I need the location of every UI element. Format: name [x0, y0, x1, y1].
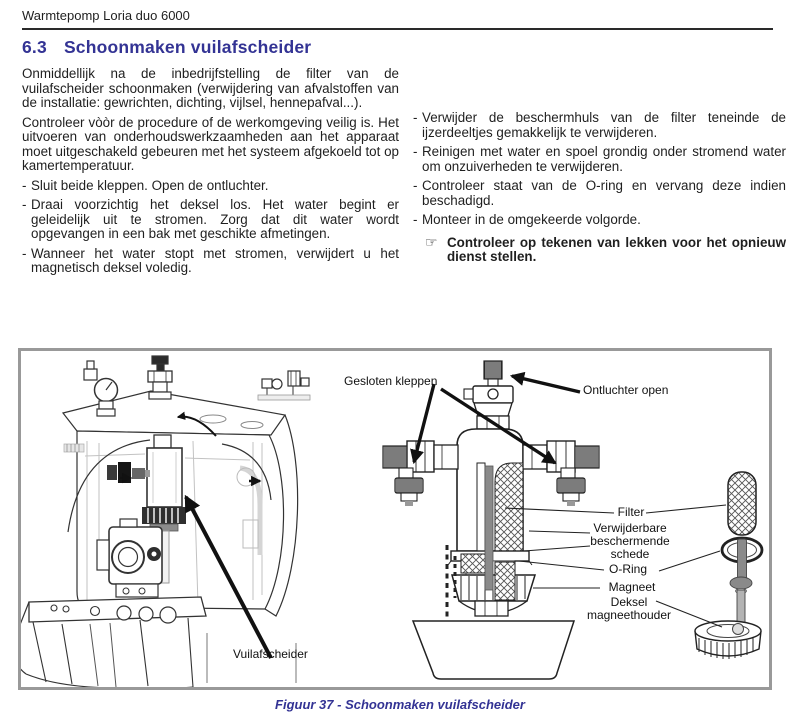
list-item: - Draai voorzichtig het deksel los. Het water begint er geleidelijk uit te stromen. Zorg dat dit water wordt opgevangen in een bak met geschikte afmetingen. — [22, 197, 399, 241]
list-marker: - — [413, 144, 418, 159]
list-item: - Controleer staat van de O-ring en vervang deze indien beschadigd. — [413, 178, 786, 208]
list-marker: - — [413, 212, 418, 227]
header-rule — [22, 28, 773, 30]
list-marker: - — [413, 110, 418, 125]
left-column — [22, 67, 399, 281]
right-column — [413, 111, 786, 265]
magnet-rod — [485, 466, 493, 590]
label-ontluchter-open: Ontluchter open — [583, 383, 669, 397]
separator-drawing — [383, 361, 762, 679]
label-filter: Filter — [617, 505, 645, 519]
list-item: - Verwijder de beschermhuls van de filter teneinde de ijzerdeeltjes gemakkelijk te verwijderen. — [413, 110, 786, 140]
left-valve — [383, 441, 458, 506]
chassis — [21, 597, 206, 687]
filter-sleeve-cutaway — [495, 463, 523, 551]
figure-drawing — [21, 351, 769, 687]
vent-arrow — [512, 376, 580, 392]
list-marker: - — [22, 177, 27, 193]
label-o-ring: O-Ring — [608, 562, 647, 576]
heatpump-drawing — [21, 356, 310, 687]
pointing-hand-icon: ☞ — [425, 234, 438, 251]
top-fittings-right — [258, 371, 310, 400]
warning-note: ☞ Controleer op tekenen van lekken voor het opnieuw dienst stellen. — [425, 234, 786, 264]
list-marker: - — [413, 178, 418, 193]
list-item: - Monteer in de omgekeerde volgorde. — [413, 212, 641, 227]
top-valve — [148, 356, 172, 399]
label-deksel-magneethouder: Deksel magneethouder — [586, 595, 672, 622]
label-beschermende-schede: Verwijderbare beschermende schede — [590, 521, 670, 561]
figure-caption: Figuur 37 - Schoonmaken vuilafscheider — [275, 697, 525, 712]
filter-part — [728, 472, 756, 535]
magnet-cutaway — [461, 554, 487, 573]
paragraph: Controleer vòòr de procedure of de werkomgeving veilig is. Het uitvoeren van onderhoudswerkzaamheden aan het apparaat moet uitgeschakeld gebeuren met het systeem afgekoeld tot op kamertemperatuur. — [22, 114, 399, 173]
label-gesloten-kleppen: Gesloten kleppen — [344, 374, 438, 388]
page-header: Warmtepomp Loria duo 6000 — [22, 8, 190, 23]
list-marker: - — [22, 197, 27, 212]
list-item: - Reinigen met water en spoel grondig onder stromend water om onzuiverheden te verwijderen. — [413, 144, 786, 174]
label-vuilafscheider: Vuilafscheider — [233, 647, 308, 661]
section-heading — [22, 37, 311, 58]
list-item: - Wanneer het water stopt met stromen, verwijdert u het magnetisch deksel voledig. — [22, 245, 399, 275]
list-item: - Sluit beide kleppen. Open de ontluchter. — [22, 177, 269, 193]
cap-part — [695, 621, 761, 659]
section-title: Schoonmaken vuilafscheider — [63, 37, 312, 57]
figure-37 — [18, 348, 772, 690]
paragraph: Onmiddellijk na de inbedrijfstelling de filter van de vuilafscheider schoonmaken (verwijdering van afvalstoffen van de installatie: gewrichten, dichting, vijlsel, hennepafval...). — [22, 66, 399, 110]
section-number: 6.3 — [22, 37, 47, 57]
bucket — [413, 621, 574, 679]
magnet-part — [738, 539, 747, 582]
label-magneet: Magneet — [608, 580, 656, 594]
list-marker: - — [22, 245, 27, 261]
